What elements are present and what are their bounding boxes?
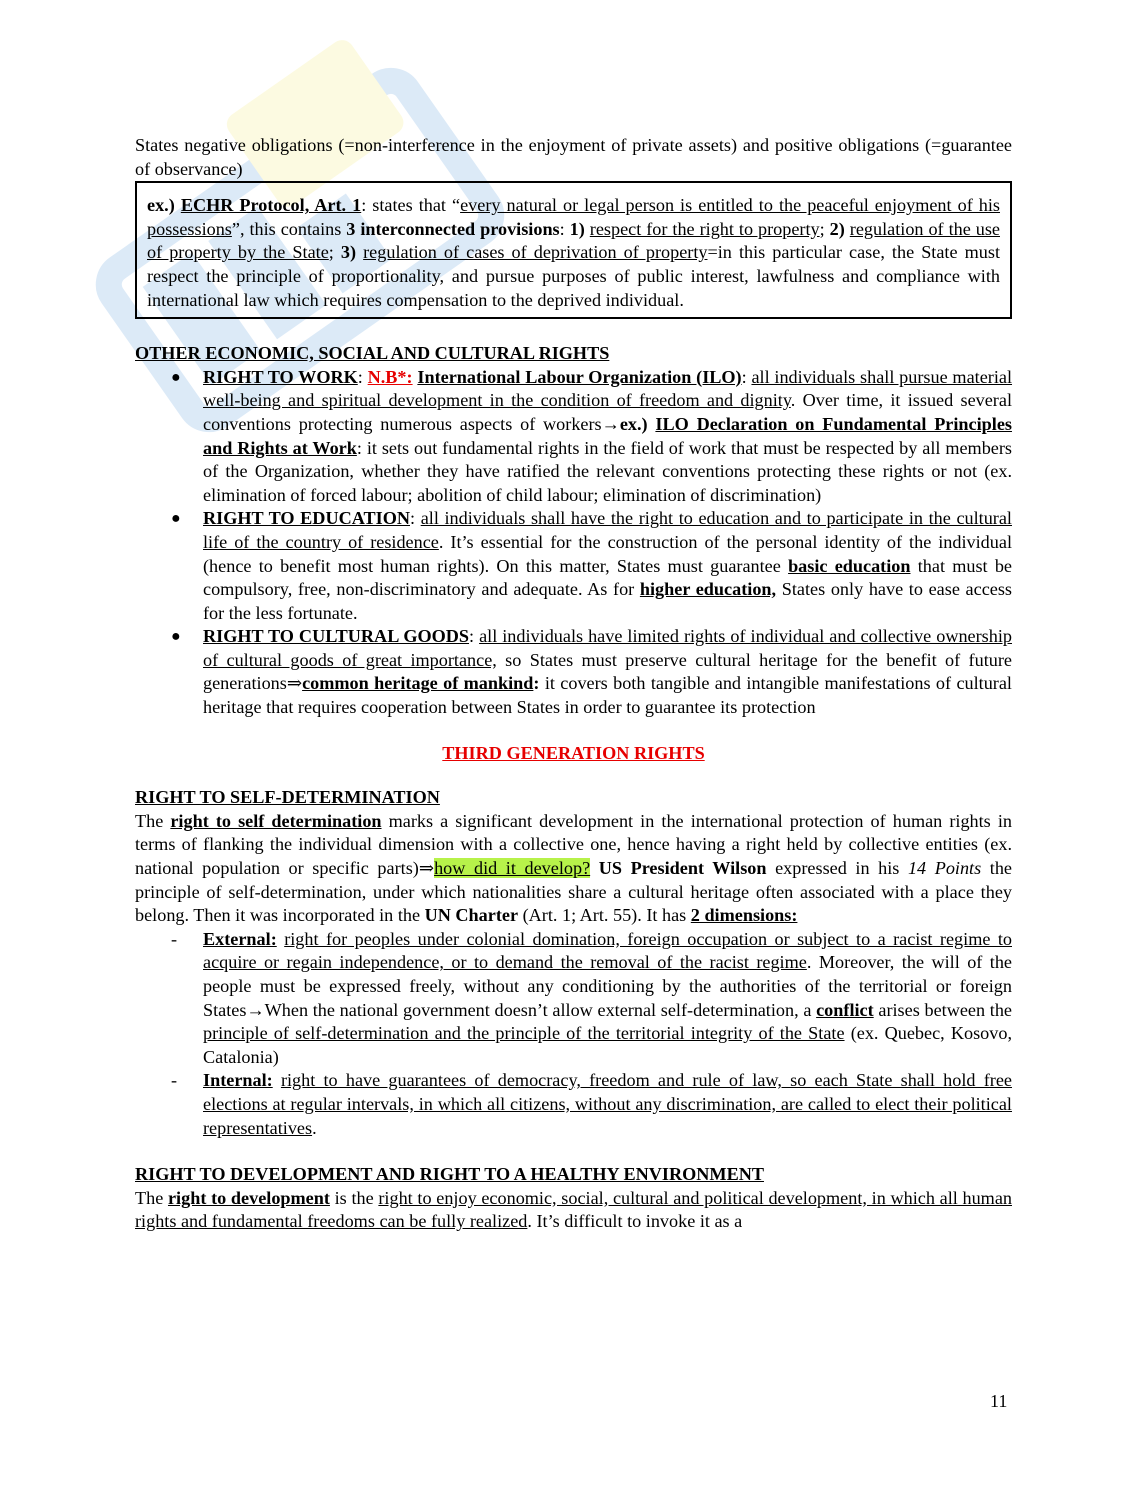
development-paragraph: The right to development is the right to enjoy economic, social, cultural and political development, in which all human rights and fundamental freedoms can be fully realized. It’s difficult to invoke it as a	[135, 1187, 1012, 1232]
bullet-icon: ●	[171, 628, 181, 646]
example-box	[135, 181, 1012, 319]
list-item-external: - External: right for peoples under colonial domination, foreign occupation or subject to a racist regime to acquire or regain independence, or to demand the removal of the racist regime. Moreover, the will of the people must be expressed freely, without any conditioning by the authorities of the territorial or foreign States→When the national government doesn’t allow external self-determination, a conflict arises between the principle of self-determination and the principle of the territorial integrity of the State (ex. Quebec, Kosovo, Catalonia)	[171, 928, 1012, 1067]
list-item-internal: - Internal: right to have guarantees of democracy, freedom and rule of law, so each State shall hold free elections at regular intervals, in which all citizens, without any discrimination, are called to elect their political representatives.	[171, 1070, 1012, 1138]
list-item-right-to-education: ● RIGHT TO EDUCATION: all individuals shall have the right to education and to participate in the cultural life of the country of residence. It’s essential for the construction of the personal identity of the individual (hence to benefit most human rights). On this matter, States must guarantee basic education that must be compulsory, free, non-discriminatory and adequate. As for higher education, States only have to ease access for the less fortunate.	[171, 508, 1013, 623]
self-determination-paragraph: The right to self determination marks a significant development in the international protection of human rights in terms of flanking the individual dimension with a collective one, hence having a right held by collective entities (ex. national population or specific parts)⇒how did it develop? US President Wilson expressed in his 14 Points the principle of self-determination, under which nationalities share a cultural heritage often associated with a place they belong. Then it was incorporated in the UN Charter (Art. 1; Art. 55). It has 2 dimensions:	[135, 810, 1013, 926]
highlighted-question: how did it develop?	[434, 858, 591, 879]
list-item-right-to-cultural-goods: ● RIGHT TO CULTURAL GOODS: all individuals have limited rights of individual and collective ownership of cultural goods of great importance, so States must preserve cultural heritage for the benefit of future generations⇒common heritage of mankind: it covers both tangible and intangible manifestations of cultural heritage that requires cooperation between States in order to guarantee its protection	[171, 626, 1012, 718]
dash-marker: -	[171, 928, 178, 949]
example-box-text: ex.) ECHR Protocol, Art. 1: states that “every natural or legal person is entitled to the peaceful enjoyment of his possessions”, this contains 3 interconnected provisions: 1) respect for the right to property; 2) regulation of the use of property by the State; 3) regulation of cases of deprivation of property=in this particular case, the State must respect the principle of proportionality, and pursue purposes of public interest, lawfulness and compliance with international law which requires compensation to the deprived individual.	[147, 195, 1000, 310]
bullet-icon: ●	[171, 368, 181, 386]
intro-paragraph: States negative obligations (=non-interference in the enjoyment of private assets) and positive obligations (=guarantee of observance)	[135, 135, 1012, 179]
bullet-icon: ●	[171, 510, 181, 528]
document-page	[135, 134, 1012, 1234]
other-rights-list	[135, 366, 1012, 720]
section-heading-development: RIGHT TO DEVELOPMENT AND RIGHT TO A HEALTHY ENVIRONMENT	[135, 1164, 764, 1185]
section-heading-self-determination: RIGHT TO SELF-DETERMINATION	[135, 787, 440, 808]
section-heading-third-generation: THIRD GENERATION RIGHTS	[442, 742, 705, 763]
list-item-right-to-work: ● RIGHT TO WORK: N.B*: International Labour Organization (ILO): all individuals shall pursue material well-being and spiritual development in the condition of freedom and dignity. Over time, it issued several conventions protecting numerous aspects of workers→ex.) ILO Declaration on Fundamental Principles and Rights at Work: it sets out fundamental rights in the field of work that must be respected by all members of the Organization, whether they have ratified the relevant conventions protecting these rights or not (ex. elimination of forced labour; abolition of child labour; elimination of discrimination)	[171, 366, 1013, 505]
page-number: 11	[990, 1391, 1008, 1411]
dimensions-list	[135, 928, 1012, 1140]
section-heading-other-rights: OTHER ECONOMIC, SOCIAL AND CULTURAL RIGHTS	[135, 343, 610, 364]
dash-marker: -	[171, 1070, 178, 1091]
